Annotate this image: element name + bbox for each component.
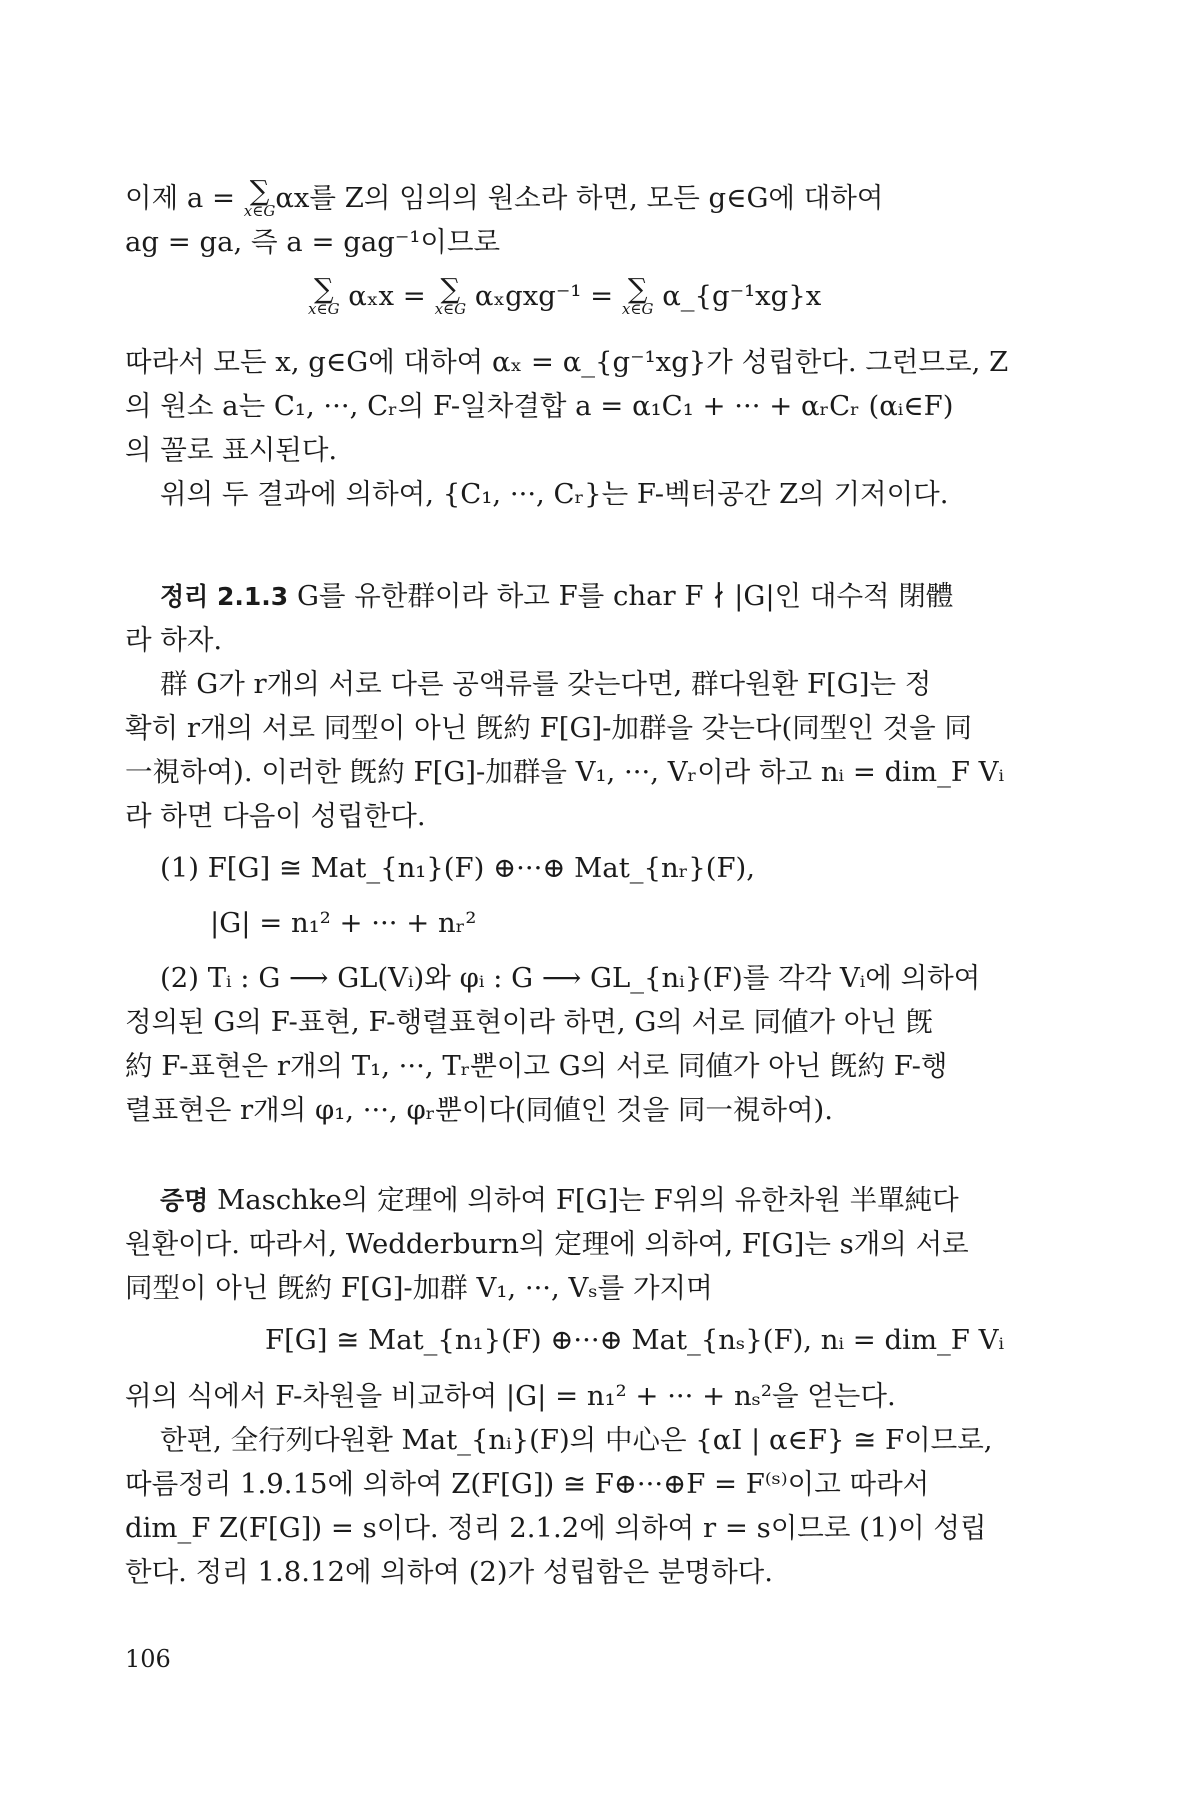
text-line: 約 F-표현은 r개의 T₁, ···, Tᵣ뿐이고 G의 서로 同値가 아닌 旣約 F-행 (125, 1050, 948, 1082)
summation-subscript: x∈G (308, 300, 340, 318)
equation-term: αₓx = (348, 280, 426, 312)
text-line: 一視하여). 이러한 旣約 F[G]-加群을 V₁, ···, Vᵣ이라 하고 nᵢ = dim_F Vᵢ (125, 756, 1005, 788)
text-line: dim_F Z(F[G]) = s이다. 정리 2.1.2에 의하여 r = s이므로 (1)이 성립 (125, 1512, 987, 1544)
theorem-label: 정리 2.1.3 (160, 582, 289, 611)
proof-label: 증명 (160, 1186, 209, 1215)
theorem-first-line (160, 576, 953, 617)
text-span: 이제 a = (125, 182, 244, 214)
text-line: 라 하자. (125, 624, 223, 656)
display-equation (308, 273, 822, 318)
text-line: 同型이 아닌 旣約 F[G]-加群 V₁, ···, Vₛ를 가지며 (125, 1272, 713, 1304)
text-line: 群 G가 r개의 서로 다른 공액류를 갖는다면, 群다원환 F[G]는 정 (160, 668, 932, 700)
summation-subscript: x∈G (434, 300, 467, 318)
text-line: ag = ga, 즉 a = gag⁻¹이므로 (125, 226, 501, 258)
theorem-item-1: (1) F[G] ≅ Mat_{n₁}(F) ⊕···⊕ Mat_{nᵣ}(F), (160, 852, 756, 884)
text-span: α (275, 182, 294, 214)
text-line: 정의된 G의 F-표현, F-행렬표현이라 하면, G의 서로 同値가 아닌 旣 (125, 1006, 934, 1038)
text-line: 위의 식에서 F-차원을 비교하여 |G| = n₁² + ··· + nₛ²을 얻는다. (125, 1380, 896, 1412)
text-line: 위의 두 결과에 의하여, {C₁, ···, Cᵣ}는 F-벡터공간 Z의 기저이다. (160, 478, 949, 510)
summation: ∑ x∈G (243, 175, 276, 220)
text-line: 의 꼴로 표시된다. (125, 434, 338, 466)
text-line: 한다. 정리 1.8.12에 의하여 (2)가 성립함은 분명하다. (125, 1556, 773, 1588)
summation: ∑ x∈G (308, 273, 340, 318)
text-line: 확히 r개의 서로 同型이 아닌 旣約 F[G]-加群을 갖는다(同型인 것을 同 (125, 712, 972, 744)
text-span: Maschke의 定理에 의하여 F[G]는 F위의 유한차원 半單純다 (217, 1184, 959, 1216)
summation: ∑ x∈G (621, 273, 654, 318)
page-number: 106 (125, 1645, 171, 1673)
text-line: 따름정리 1.9.15에 의하여 Z(F[G]) ≅ F⊕···⊕F = F⁽ˢ⁾이고 따라서 (125, 1468, 930, 1500)
text-line: 의 원소 a는 C₁, ···, Cᵣ의 F-일차결합 a = α₁C₁ + ··· + αᵣCᵣ (αᵢ∈F) (125, 390, 954, 422)
equation-term: α_{g⁻¹xg}x (662, 280, 822, 312)
text-line: 원환이다. 따라서, Wedderburn의 定理에 의하여, F[G]는 s개의 서로 (125, 1228, 969, 1260)
theorem-item-1-equation: |G| = n₁² + ··· + nᵣ² (210, 907, 477, 939)
text-line: 한편, 全行列다원환 Mat_{nᵢ}(F)의 中心은 {αI | α∈F} ≅ F이므로, (160, 1424, 993, 1456)
summation-subscript: x∈G (621, 300, 654, 318)
equation-term: αₓgxg⁻¹ = (474, 280, 614, 312)
summation: ∑ x∈G (434, 273, 467, 318)
theorem-item-2: (2) Tᵢ : G ⟶ GL(Vᵢ)와 φᵢ : G ⟶ GL_{nᵢ}(F)를 각각 Vᵢ에 의하여 (160, 962, 981, 994)
text-line (125, 175, 884, 220)
text-span: x를 Z의 임의의 원소라 하면, 모든 g∈G에 대하여 (293, 182, 884, 214)
text-line: 따라서 모든 x, g∈G에 대하여 αₓ = α_{g⁻¹xg}가 성립한다. 그런므로, Z (125, 346, 1009, 378)
summation-subscript: x∈G (243, 202, 276, 220)
display-equation: F[G] ≅ Mat_{n₁}(F) ⊕···⊕ Mat_{nₛ}(F), nᵢ = dim_F Vᵢ (265, 1324, 1004, 1356)
proof-first-line (160, 1180, 959, 1221)
text-line: 렬표현은 r개의 φ₁, ···, φᵣ뿐이다(同値인 것을 同一視하여). (125, 1094, 833, 1126)
text-span: G를 유한群이라 하고 F를 char F ∤ |G|인 대수적 閉體 (296, 580, 954, 612)
text-line: 라 하면 다음이 성립한다. (125, 800, 426, 832)
